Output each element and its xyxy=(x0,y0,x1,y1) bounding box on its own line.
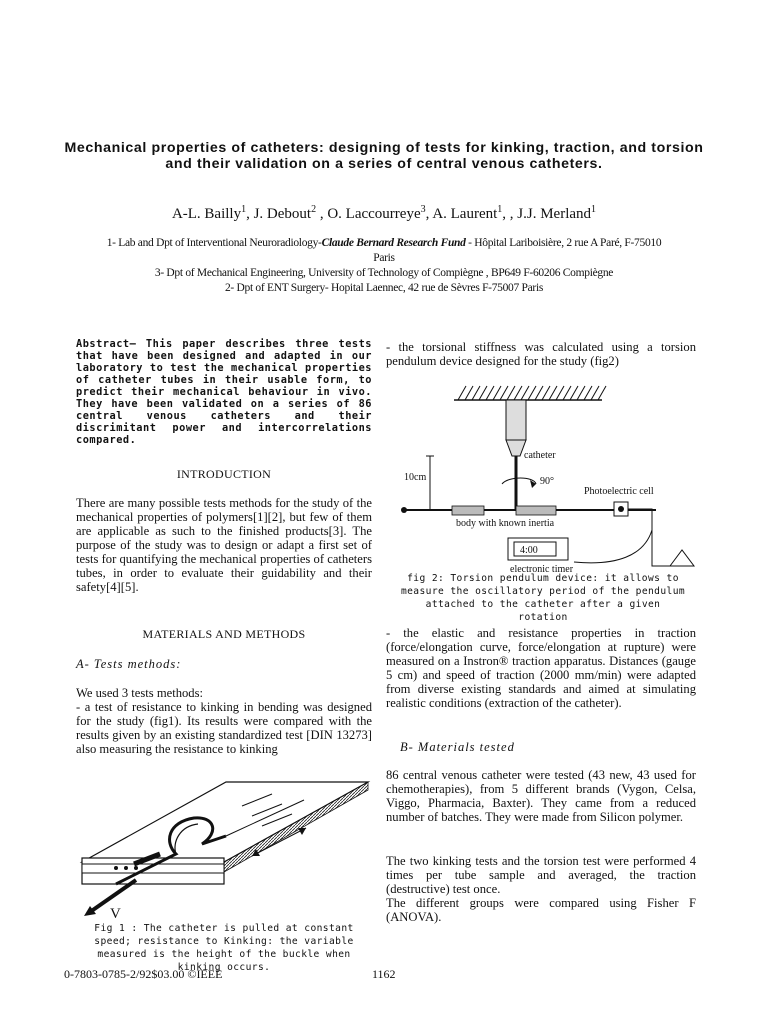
introduction-text: There are many possible tests methods for the study of the mechanical properties of polymers[1][2], but few of them are applicable as such to the finished products[3]. The purpose of the study was to design or adapt a first set of tests for quantifying the mechanical properties of catheters tubes, in order to evaluate their guidability and their safety[4][5]. xyxy=(76,496,372,594)
affiliation-1-suffix: - Hôpital Lariboisière, 2 rue A Paré, F-75010 Paris xyxy=(373,237,662,264)
materials-text: 86 central venous catheter were tested (43 new, 43 used for chemotherapies), from 5 different brands (Vygon, Celsa, Viggo, Pharmacia, Baxter). They came from a reduced number of batches. They were made from Silicon polymer. xyxy=(386,768,696,824)
author-affiliation-mark: 2 xyxy=(311,204,317,215)
author-affiliation-mark: 1 xyxy=(497,204,503,215)
abstract: Abstract— This paper describes three tests that have been designed and adapted in our laboratory to test the mechanical properties of catheter tubes in their usable form, to predict their mechanical behaviour in vivo. They have been validated on a series of 86 central venous catheters and their discrimitant power and intercorrelations compared. xyxy=(76,338,372,446)
affiliation-1 xyxy=(100,236,668,266)
catheter-label: catheter xyxy=(524,450,556,461)
timer-display: 4:00 xyxy=(520,545,538,556)
photocell-label: Photoelectric cell xyxy=(584,486,654,497)
tests-repetition-text: The two kinking tests and the torsion test were performed 4 times per tube sample and averaged, the traction (destructive) test once. xyxy=(386,854,696,896)
figure-2-caption: fig 2: Torsion pendulum device: it allows to measure the oscillatory period of the pendulum attached to the catheter after a given rotation xyxy=(400,573,686,623)
paper-title: Mechanical properties of catheters: designing of tests for kinking, traction, and torsion and their validation on a series of central venous catheters. xyxy=(64,140,704,172)
copyright-line: 0-7803-0785-2/92$03.00 ©IEEE xyxy=(64,967,223,981)
traction-test-text: - the elastic and resistance properties in traction (force/elongation curve, force/elongation at rupture) were measured on a Instron® traction apparatus. Distances (gauge 5 cm) and speed of traction (2000 mm/min) were adapted from diverse existing standards and aimed at simulating realistic conditions (extraction of the catheter). xyxy=(386,626,696,710)
affiliation-2: 2- Dpt of ENT Surgery- Hopital Laennec, 42 rue de Sèvres F-75007 Paris xyxy=(224,282,544,294)
velocity-label: V xyxy=(110,906,121,922)
kinking-test-text: - a test of resistance to kinking in bending was designed for the study (fig1). Its results were compared with the results given by an existing standardized test [DIN 13273] also measuring the resistance to kinking xyxy=(76,700,372,756)
affiliation-1-fund: Claude Bernard Research Fund xyxy=(321,237,466,249)
author-name: A-L. Bailly xyxy=(171,206,242,222)
height-label: 10cm xyxy=(404,472,427,483)
author-affiliation-mark: 3 xyxy=(420,204,426,215)
author-name: O. Laccourreye xyxy=(327,206,421,222)
author-name: A. Laurent xyxy=(432,206,498,222)
torsion-test-text: - the torsional stiffness was calculated using a torsion pendulum device designed for the study (fig2) xyxy=(386,340,696,368)
timer-label: electronic timer xyxy=(510,564,574,575)
kinking-test-figure xyxy=(76,780,376,925)
statistics-text: The different groups were compared using Fisher F (ANOVA). xyxy=(386,896,696,924)
author-name: J. Debout xyxy=(253,206,312,222)
angle-label: 90° xyxy=(540,476,554,487)
affiliation-3: 3- Dpt of Mechanical Engineering, University of Technology of Compiègne , BP649 F-60206 Compiègne xyxy=(154,267,614,279)
author-affiliation-mark: 1 xyxy=(591,204,597,215)
author-affiliation-mark: 1 xyxy=(241,204,247,215)
torsion-pendulum-figure xyxy=(396,380,696,576)
figure-1-caption: Fig 1 : The catheter is pulled at constant speed; resistance to Kinking: the variable measured is the height of the buckle when kinking occurs. xyxy=(94,923,354,973)
author-list: A-L. Bailly$^1$, J. Debout$^2$ , O. Laccourreye$^3$, A. Laurent$^1$, , J.J. Merland$^1$ xyxy=(171,204,597,222)
tests-used-text: We used 3 tests methods: xyxy=(76,686,204,700)
affiliation-1-prefix: 1- Lab and Dpt of Interventional Neuroradiology- xyxy=(106,237,322,249)
inertia-label: body with known inertia xyxy=(456,518,555,529)
methods-heading: MATERIALS AND METHODS xyxy=(142,627,306,641)
tests-methods-subheading: A- Tests methods: xyxy=(76,657,182,671)
page-number: 1162 xyxy=(372,967,396,981)
introduction-heading: INTRODUCTION xyxy=(176,467,272,481)
materials-subheading: B- Materials tested xyxy=(400,740,515,754)
author-name: J.J. Merland xyxy=(517,206,592,222)
